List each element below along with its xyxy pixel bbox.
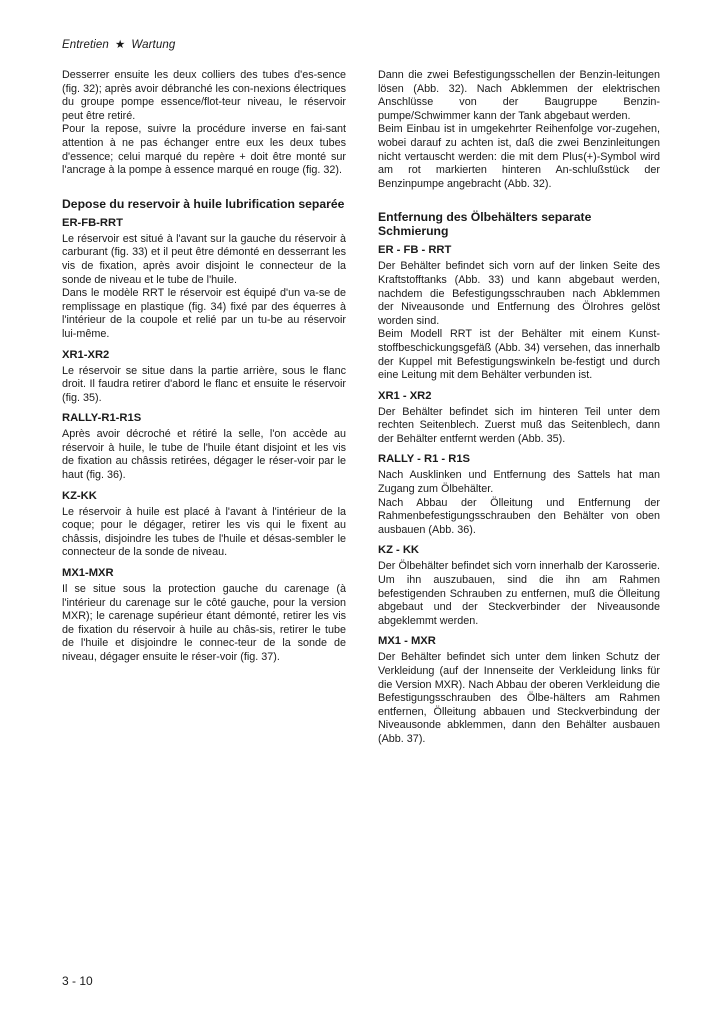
paragraph: Le réservoir se situe dans la partie arrière, sous le flanc droit. Il faudra retirer d'abord le flanc et ensuite le réservoir (fig. 35). [62,364,346,404]
page-number: 3 - 10 [62,974,93,988]
paragraph: Beim Einbau ist in umgekehrter Reihenfolge vor-zugehen, wobei darauf zu achten ist, daß die zwei Benzinleitungen nicht vertauscht werden: die mit dem Plus(+)-Symbol wird am rot markierten hinteren An-schlußstück der Benzinpumpe angebracht (Abb. 32). [378,123,660,190]
paragraph: Dans le modèle RRT le réservoir est équipé d'un va-se de remplissage en plastique (fig. 34) fixé par des équerres à l'intérieur de la coupole et relié par un tu-be au réservoir lui-même. [62,287,346,340]
model-subheading: RALLY - R1 - R1S [378,453,471,466]
model-subheading: KZ - KK [378,544,420,557]
model-subheading: KZ-KK [62,489,97,502]
french-column [62,69,346,665]
paragraph: Nach Abbau der Ölleitung und Entfernung der Rahmenbefestigungsschrauben den Behälter von oben ausbauen (Abb. 36). [378,496,660,536]
paragraph: Nach Ausklinken und Entfernung des Sattels hat man Zugang zum Ölbehälter. [378,469,660,496]
paragraph: Le réservoir à huile est placé à l'avant à l'intérieur de la coque; pour le dégager, retirer les vis qui le fixent au châssis, disjoindre les tubes de l'huile et désas-sembler le connecteur de la sonde de niveau. [62,505,346,559]
paragraph: Le réservoir est situé à l'avant sur la gauche du réservoir à carburant (fig. 33) et il peut être démonté en desserrant les vis de fixation, après avoir disjoint le connecteur de la sonde de niveau et le tube de l'huile. [62,232,346,286]
german-column [378,69,660,747]
model-subheading: XR1 - XR2 [378,389,432,402]
paragraph: Der Behälter befindet sich vorn auf der linken Seite des Kraftstofftanks (Abb. 33) und kann abgebaut werden, nachdem die Befestigungsschrauben nach Abklemmen der Niveausonde und Entfernung des Ölrohres gelöst worden sind. [378,260,660,327]
model-subheading: MX1 - MXR [378,635,436,648]
paragraph: Beim Modell RRT ist der Behälter mit einem Kunst-stoffbeschickungsgefäß (Abb. 34) versehen, das innerhalb der Kuppel mit Befestigungswinkeln be-festigt und durch eine Leitung mit dem Behälter verbunden ist. [378,328,660,382]
paragraph: Der Behälter befindet sich im hinteren Teil unter dem rechten Seitenblech. Zuerst muß das Seitenblech, dann der Behälter entfernt werden (Abb. 35). [378,405,660,445]
model-subheading: MX1-MXR [62,567,114,580]
model-subheading: XR1-XR2 [62,348,110,361]
paragraph: Après avoir décroché et rétiré la selle, l'on accède au réservoir à huile, le tube de l'huile étant disjoint et les vis de fixation au châssis retirées, dégager le réser-voir par le haut (fig. 36). [62,428,346,482]
running-header [62,37,175,51]
paragraph: Der Ölbehälter befindet sich vorn innerhalb der Karosserie. Um ihn auszubauen, sind die ihn am Rahmen befestigenden Schrauben zu entfernen, muß die Ölleitung abgebaut und der Steckverbinder der Niveausonde abgeklemmt werden. [378,560,660,627]
paragraph: Il se situe sous la protection gauche du carenage (à l'intérieur du carenage sur le côté gauche, pour la version MXR); le carenage supérieur étant démonté, retirer les vis de fixation du réservoir à huile au châs-sis, retirer le tube de l'huile et disjoindre le connec-teur de la sonde de niveau, dégager ensuite le réser-voir (fig. 37). [62,583,346,663]
model-subheading: ER - FB - RRT [378,244,452,257]
paragraph: Pour la repose, suivre la procédure inverse en fai-sant attention à ne pas échanger entre eux les deux tubes d'essence; celui marqué du repère + doit être monté sur l'ancrage à la pompe à essence marqué en rouge (fig. 32). [62,123,346,177]
paragraph: Der Behälter befindet sich unter dem linken Schutz der Verkleidung (auf der Innenseite der Verkleidung links für die Version MXR). Nach Abbau der oberen Verkleidung die Befestigungsschrauben des Ölbe-hälters am Rahmen entfernen, Ölleitung abbauen und Steckverbindung der Niveausonde abklemmen, dann den Behälter ausbauen (Abb. 37). [378,651,660,745]
model-subheading: ER-FB-RRT [62,216,123,229]
header-french: Entretien [62,39,109,51]
header-german: Wartung [131,39,176,51]
paragraph: Desserrer ensuite les deux colliers des tubes d'es-sence (fig. 32); après avoir débranché les con-nexions électriques du groupe pompe essence/flot-teur niveau, le réservoir peut être retiré. [62,69,346,122]
model-subheading: RALLY-R1-R1S [62,412,142,425]
star-icon: ★ [114,39,126,51]
section-heading: Entfernung des Ölbehälters separate Schmierung [378,210,592,239]
section-heading: Depose du reservoir à huile lubrification separée [62,196,345,211]
paragraph: Dann die zwei Befestigungsschellen der Benzin-leitungen lösen (Abb. 32). Nach Abklemmen der elektrischen Anschlüsse von der Baugruppe Benzin-pumpe/Schwimmer kann der Tank abgebaut werden. [378,69,660,122]
